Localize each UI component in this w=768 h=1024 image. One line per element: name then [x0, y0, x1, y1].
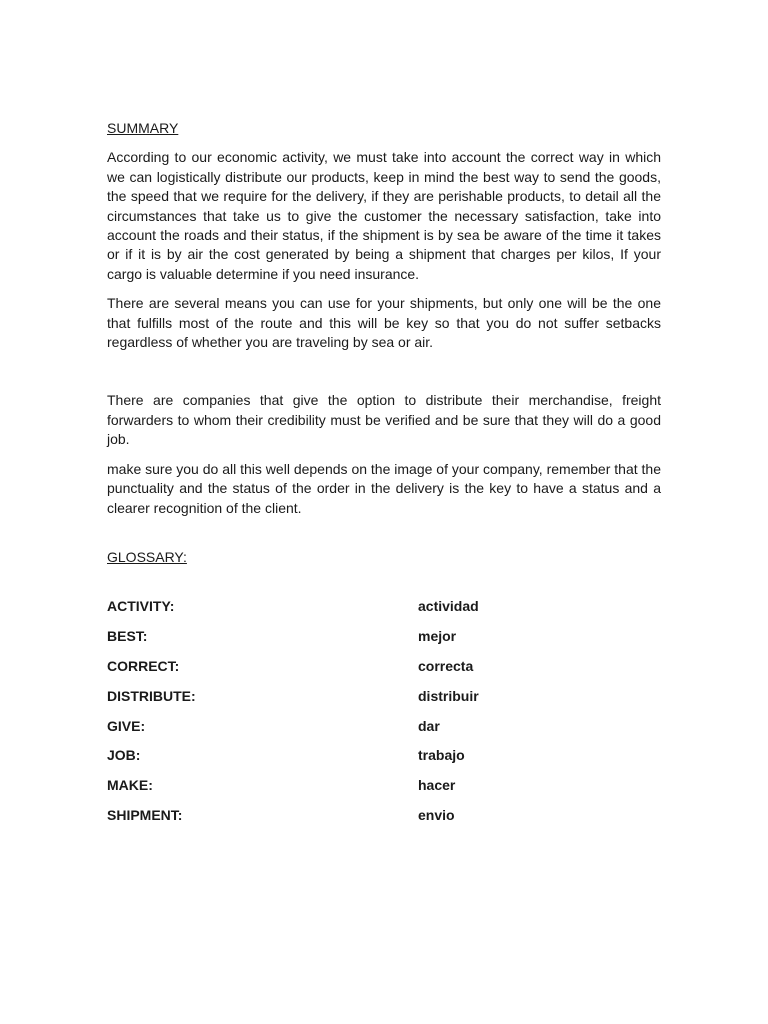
glossary-translation: trabajo — [418, 747, 465, 764]
spacer — [107, 528, 661, 548]
glossary-term: GIVE: — [107, 717, 146, 734]
summary-paragraph-1: According to our economic activity, we must take into account the correct way in which we can logistically distribute our products, keep in mind the best way to send the goods, the speed that we require for the delivery, if they are perishable products, to detail all the circumstances that take us to give the customer the necessary satisfaction, take into account the roads and their status, if the shipment is by sea be aware of the time it takes or if it is by air the cost generated by being a shipment that charges per kilos, If your cargo is valuable determine if you need insurance. — [107, 149, 661, 282]
glossary-row — [107, 807, 661, 837]
glossary-term: MAKE: — [107, 777, 153, 794]
glossary-term: CORRECT: — [107, 657, 180, 674]
glossary-translation: dar — [418, 717, 440, 734]
summary-paragraph-2: There are several means you can use for your shipments, but only one will be the one that fulfills most of the route and this will be key so that you do not suffer setbacks regardless of whether you are traveling by sea or air. — [107, 295, 661, 351]
glossary-row — [107, 598, 661, 628]
summary-paragraph-4: make sure you do all this well depends on the image of your company, remember that the punctuality and the status of the order in the delivery is the key to have a status and a clearer recognition of the client. — [107, 460, 661, 516]
glossary-list — [107, 598, 661, 836]
glossary-term: BEST: — [107, 628, 148, 645]
glossary-term: JOB: — [107, 747, 141, 764]
glossary-row — [107, 658, 661, 688]
glossary-translation: distribuir — [418, 687, 479, 704]
summary-paragraph-3: There are companies that give the option to distribute their merchandise, freight forwarders to whom their credibility must be verified and be sure that they will do a good job. — [107, 392, 661, 448]
glossary-translation: correcta — [418, 657, 474, 674]
glossary-row — [107, 777, 661, 807]
glossary-heading: GLOSSARY: — [107, 548, 187, 565]
glossary-term: ACTIVITY: — [107, 598, 175, 615]
glossary-row — [107, 688, 661, 718]
glossary-translation: envio — [418, 806, 455, 823]
document-page — [107, 119, 661, 837]
summary-heading: SUMMARY — [107, 120, 179, 136]
glossary-translation: actividad — [418, 598, 479, 615]
glossary-row — [107, 747, 661, 777]
glossary-row — [107, 718, 661, 748]
spacer — [107, 362, 661, 391]
glossary-translation: mejor — [418, 628, 457, 645]
glossary-term: SHIPMENT: — [107, 806, 183, 823]
glossary-row — [107, 628, 661, 658]
glossary-translation: hacer — [418, 777, 456, 794]
glossary-term: DISTRIBUTE: — [107, 687, 196, 704]
